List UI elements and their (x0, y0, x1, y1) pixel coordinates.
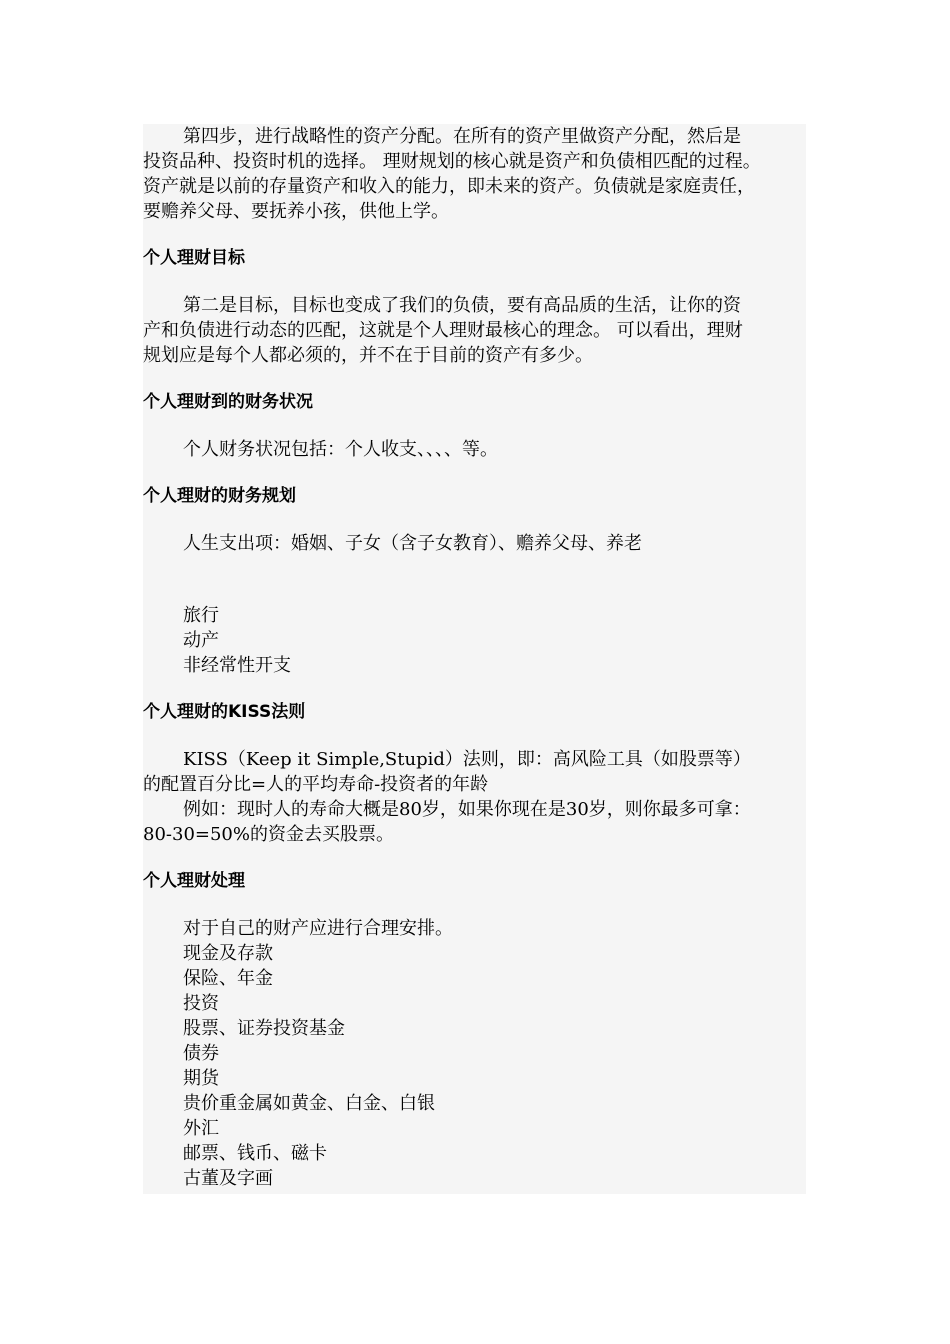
section-heading-kiss-rule: 个人理财的KISS法则 (143, 702, 306, 722)
text-line: 人生支出项：婚姻、子女（含子女教育）、赡养父母、养老 (183, 533, 642, 554)
section-heading-financial-status: 个人理财到的财务状况 (143, 392, 313, 412)
text-line: 资产就是以前的存量资产和收入的能力，即未来的资产。负债就是家庭责任， (143, 176, 755, 197)
document-body (143, 124, 806, 1194)
list-item: 邮票、钱币、磁卡 (183, 1143, 327, 1164)
list-item: 现金及存款 (183, 943, 273, 964)
section-heading-goals: 个人理财目标 (143, 248, 245, 268)
list-item: 投资 (183, 993, 219, 1014)
text-line: 要赡养父母、要抚养小孩，供他上学。 (143, 201, 449, 222)
list-item: 动产 (183, 630, 219, 651)
text-line: 80-30=50%的资金去买股票。 (143, 824, 394, 845)
text-line: KISS（Keep it Simple,Stupid）法则，即：高风险工具（如股票等） (183, 749, 751, 770)
list-item: 旅行 (183, 605, 219, 626)
intro-paragraph (143, 124, 806, 224)
list-item: 债券 (183, 1043, 219, 1064)
processing-list (143, 916, 806, 1191)
list-item: 外汇 (183, 1118, 219, 1139)
section-heading-processing: 个人理财处理 (143, 871, 245, 891)
text-line: 产和负债进行动态的匹配，这就是个人理财最核心的理念。 可以看出，理财 (143, 320, 743, 341)
list-item: 保险、年金 (183, 968, 273, 989)
list-item: 期货 (183, 1068, 219, 1089)
text-line: 的配置百分比=人的平均寿命-投资者的年龄 (143, 774, 489, 795)
list-item: 古董及字画 (183, 1168, 273, 1189)
text-line: 第四步，进行战略性的资产分配。在所有的资产里做资产分配，然后是 (183, 126, 741, 147)
list-item: 贵价重金属如黄金、白金、白银 (183, 1093, 435, 1114)
list-item: 非经常性开支 (183, 655, 291, 676)
text-line: 个人财务状况包括：个人收支、、、、等。 (183, 439, 498, 460)
text-line: 规划应是每个人都必须的，并不在于目前的资产有多少。 (143, 345, 593, 366)
text-line: 对于自己的财产应进行合理安排。 (183, 918, 453, 939)
text-line: 例如：现时人的寿命大概是80岁，如果你现在是30岁，则你最多可拿： (183, 799, 751, 820)
financial-planning-list (143, 531, 806, 678)
list-item: 股票、证券投资基金 (183, 1018, 345, 1039)
text-line: 第二是目标，目标也变成了我们的负债，要有高品质的生活，让你的资 (183, 295, 741, 316)
financial-status-paragraph (143, 437, 806, 462)
goals-paragraph (143, 293, 806, 368)
kiss-rule-paragraph (143, 747, 806, 847)
text-line: 投资品种、投资时机的选择。 理财规划的核心就是资产和负债相匹配的过程。 (143, 151, 761, 172)
section-heading-financial-planning: 个人理财的财务规划 (143, 486, 296, 506)
